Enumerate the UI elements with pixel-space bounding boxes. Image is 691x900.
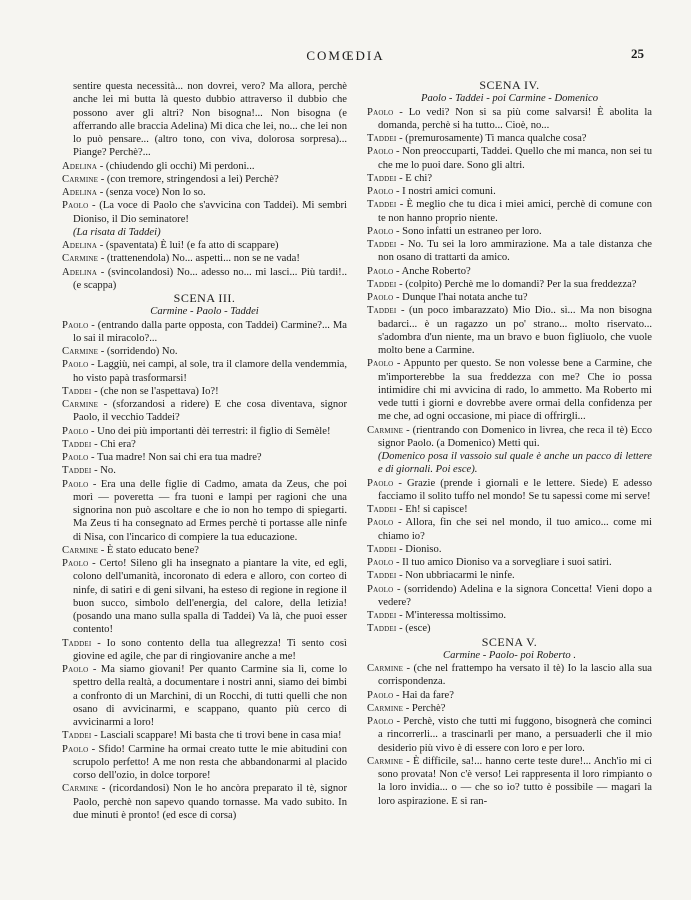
- dialogue-line: [367, 583, 652, 610]
- dialogue-line: [62, 438, 347, 451]
- speaker: Taddei: [367, 504, 397, 515]
- line-text: - Hai da fare?: [393, 689, 454, 701]
- dialogue-line: [367, 278, 652, 291]
- right-column: [367, 80, 652, 808]
- speaker: Taddei: [367, 172, 397, 184]
- dialogue-line: [367, 556, 652, 569]
- dialogue-line: [367, 569, 652, 582]
- dialogue-line: [367, 702, 652, 715]
- line-text: - Grazie (prende i giornali e le lettere. Siede) E adesso facciamo il solito tuffo nel mondo! Se tu sapessi come mi serve!: [378, 477, 652, 502]
- line-text: - M'interessa moltissimo.: [396, 610, 507, 621]
- line-text: - Laggiù, nei campi, al sole, tra il clamore della vendemmia, ho visto papà trasformarsi!: [73, 359, 347, 384]
- speaker: Paolo: [62, 319, 89, 331]
- line-text: - Lasciali scappare! Mi basta che ti trovi bene in casa mia!: [91, 730, 342, 742]
- scene-heading: SCENA V.: [481, 634, 538, 649]
- speaker: Paolo: [62, 425, 89, 437]
- line-text: - Perchè?: [403, 702, 446, 714]
- dialogue-line: [367, 145, 652, 172]
- speaker: Taddei: [367, 278, 397, 290]
- speaker: Taddei: [367, 305, 397, 317]
- dialogue-line: [62, 464, 347, 477]
- line-text: - Dunque l'hai notata anche tu?: [393, 292, 528, 303]
- dialogue-line: [367, 477, 652, 504]
- speaker: Paolo: [367, 292, 394, 303]
- line-text: - (sforzandosi a ridere) E che cosa diventava, signor Paolo, il vecchio Taddei?: [73, 399, 347, 424]
- line-text: - Lo vedi? Non si sa più come salvarsi! È abolita la domanda, perchè si ha tutto... Cioè, no...: [378, 106, 652, 131]
- speaker: Paolo: [367, 716, 394, 727]
- speaker: Taddei: [367, 610, 397, 621]
- dialogue-line: [367, 198, 652, 225]
- dialogue-line: [62, 186, 347, 199]
- line-text: - È meglio che tu dica i miei amici, perchè di comune con te non hanno proprio niente.: [378, 199, 652, 224]
- speaker: Carmine: [367, 663, 404, 674]
- speaker: Paolo: [367, 583, 394, 595]
- dialogue-line: [62, 451, 347, 464]
- line-text: - Ma siamo giovani! Per quanto Carmine sia lì, come lo spettro della realtà, a documentare i nostri anni, siamo dei bimbi a confronto di un Marchini, di un Rocchi, di tutti quelli che non osano di avvicinarmi, e scappano, quanto più cerco di avvicinarmi a loro!: [73, 664, 347, 728]
- speaker: Paolo: [367, 689, 394, 701]
- speaker: Adelina: [62, 240, 98, 251]
- speaker: Paolo: [367, 186, 394, 197]
- speaker: Carmine: [367, 424, 404, 436]
- speaker: Paolo: [62, 478, 89, 490]
- dialogue-line: [62, 425, 347, 438]
- page-number: 25: [631, 46, 644, 61]
- line-text: - I nostri amici comuni.: [393, 186, 496, 197]
- speaker: Paolo: [367, 477, 394, 489]
- line-text: - Appunto per questo. Se non volesse bene a Carmine, che m'importerebbe la sua freddezza con me? Che io possa intimidire chi mi avvicina di rado, lo ammetto. Ma Roberto mi vede tutti i giorni e dovrebbe avere ormai della confidenza per me che, ad ogni occasione, mi piace di offrirgli...: [378, 358, 652, 423]
- line-text: - (trattenendola) No... aspetti... non se ne vada!: [98, 253, 300, 265]
- line-text: - (un poco imbarazzato) Mio Dio.. sì... Ma non bisogna badarci... è un ragazzo un po' strano... molto riservato... s'adombra d'un niente, ma un bravo e buon figliuolo, che vuole molto bene a Carmine.: [378, 305, 652, 356]
- dialogue-line: [62, 345, 347, 358]
- dialogue-line: [62, 319, 347, 346]
- line-text: - No.: [91, 465, 116, 477]
- dialogue-line: [367, 662, 652, 689]
- speaker: Taddei: [62, 730, 92, 742]
- line-text: - (svincolandosi) No... adesso no... mi lasci... Più tardi!.. (e scappa): [73, 266, 347, 291]
- line-text: - Io sono contento della tua allegrezza! Ti sento così giovine ed agile, che par di ringiovanire anche a me!: [73, 637, 347, 662]
- dialogue-line: [62, 478, 347, 544]
- dialogue-line: [367, 609, 652, 622]
- line-text: - Non ubbriacarmi le ninfe.: [396, 570, 515, 582]
- line-text: - Tua madre! Non sai chi era tua madre?: [88, 452, 262, 463]
- left-column: [62, 80, 347, 822]
- line-text: - (senza voce) Non lo so.: [97, 187, 206, 198]
- speaker: Carmine: [62, 399, 99, 410]
- line-text: - (La voce di Paolo che s'avvicina con Taddei). Mi sembri Dioniso, il Dio seminatore!: [73, 200, 347, 225]
- line-text: - (che nel frattempo ha versato il tè) Io la lascio alla sua corrispondenza.: [378, 663, 652, 688]
- speaker: Paolo: [367, 225, 394, 237]
- speaker: Paolo: [62, 452, 89, 463]
- dialogue-line: [367, 715, 652, 755]
- running-header: COMŒDIA: [306, 48, 385, 63]
- speaker: Paolo: [367, 106, 394, 118]
- line-text: - Era una delle figlie di Cadmo, amata da Zeus, che poi morì — poveretta — fra tuoni e lampi per ragioni che una signorina non può ascoltare e che io non ho tempo di spiegarti. Ma Zeus ti ha consegnato ad Ermes perchè ti portasse alle ninfe di Nisa, con l'incarico di compiere la tua educazione.: [73, 478, 347, 543]
- line-text: - Non preoccuparti, Taddei. Quello che mi manca, non sei tu che me lo puoi dare. Sono gli altri.: [378, 146, 652, 171]
- scene-heading: SCENA IV.: [479, 78, 540, 92]
- dialogue-line: [367, 755, 652, 808]
- speaker: Carmine: [62, 253, 99, 265]
- speaker: Taddei: [62, 637, 92, 649]
- speaker: Adelina: [62, 160, 98, 172]
- speaker: Taddei: [367, 623, 397, 635]
- line-text: - (spaventata) È lui! (e fa atto di scappare): [97, 240, 279, 251]
- dialogue-line: [62, 385, 347, 398]
- stage-direction: [62, 226, 347, 239]
- dialogue-line: [62, 557, 347, 637]
- dialogue-line: [62, 743, 347, 783]
- speaker: Paolo: [62, 359, 89, 371]
- line-text: - (colpito) Perchè me lo domandi? Per la sua freddezza?: [396, 278, 637, 290]
- speaker: Taddei: [367, 133, 397, 144]
- speaker: Taddei: [367, 199, 397, 211]
- line-text: - No. Tu sei la loro ammirazione. Ma a tale distanza che non osano di trattarti da amico.: [378, 239, 652, 264]
- speaker: Adelina: [62, 266, 98, 278]
- line-text: - (sorridendo) No.: [98, 346, 178, 357]
- stage-text: (La risata di Taddei): [73, 226, 161, 238]
- line-text: - Il tuo amico Dioniso va a sorvegliare i suoi satiri.: [393, 557, 612, 568]
- line-text: - (rientrando con Domenico in livrea, che reca il tè) Ecco signor Paolo. (a Domenico) Metti qui.: [378, 424, 652, 449]
- line-text: - (esce): [396, 623, 431, 635]
- speaker: Carmine: [62, 346, 99, 357]
- dialogue-line: [367, 172, 652, 185]
- dialogue-line: [367, 516, 652, 543]
- speaker: Paolo: [62, 200, 89, 212]
- line-text: - (chiudendo gli occhi) Mi perdoni...: [97, 160, 255, 172]
- line-text: - (entrando dalla parte opposta, con Taddei) Carmine?... Ma lo sai il miracolo?...: [73, 319, 347, 344]
- speaker: Paolo: [367, 557, 394, 568]
- dialogue-line: [367, 503, 652, 516]
- speaker: Carmine: [367, 702, 404, 714]
- stage-direction: [367, 450, 652, 477]
- speaker: Paolo: [62, 743, 89, 755]
- speaker: Paolo: [367, 265, 394, 277]
- dialogue-line: [367, 106, 652, 133]
- dialogue-line: [62, 358, 347, 385]
- speaker: Carmine: [367, 755, 404, 767]
- line-text: - Anche Roberto?: [393, 265, 471, 277]
- dialogue-line: [62, 663, 347, 729]
- dialogue-line: [62, 782, 347, 822]
- stage-text: (Domenico posa il vassoio sul quale è anche un pacco di lettere e di giornali. Poi esce).: [378, 451, 652, 476]
- line-text: - Perchè, visto che tutti mi fuggono, bisognerà che cominci a rincorrerli... a trascinarli per mano, a persuaderli che il mio desiderio più vivo è di essere con loro e per loro.: [378, 716, 652, 754]
- dialogue-line: [367, 225, 652, 238]
- dialogue-line: [367, 132, 652, 145]
- speaker: Carmine: [62, 173, 99, 185]
- speaker: Paolo: [62, 558, 89, 569]
- line-text: - Allora, fin che sei nel mondo, il tuo amico... come mi chiamo io?: [378, 517, 652, 542]
- speaker: Taddei: [367, 570, 397, 582]
- speaker: Paolo: [367, 358, 394, 370]
- line-text: - Certo! Sileno gli ha insegnato a piantare la vite, ed egli, colono dell'umanità, incoronato di edera e alloro, con corteo di ninfe, di satiri e di geni silvani, ha esteso di regione in regione il buon succo, simbolo dell'energia, del calore, della letizia! (posando una mano sulla spalla di Taddei) Va là, che puoi esser contento!: [73, 558, 347, 636]
- dialogue-line: [62, 729, 347, 742]
- line-text: - Uno dei più importanti dèi terrestri: il figlio di Semèle!: [88, 425, 331, 437]
- dialogue-line: [367, 357, 652, 423]
- speaker: Taddei: [367, 543, 397, 555]
- speaker: Taddei: [62, 438, 92, 450]
- dialogue-line: [62, 173, 347, 186]
- speaker: Taddei: [367, 239, 397, 250]
- line-text: - È stato educato bene?: [98, 544, 199, 556]
- dialogue-line: [62, 544, 347, 557]
- speaker: Paolo: [367, 146, 394, 158]
- dialogue-line: [367, 291, 652, 304]
- scene-characters: Carmine - Paolo- poi Roberto .: [443, 649, 576, 661]
- line-text: - (premurosamente) Ti manca qualche cosa?: [396, 133, 587, 144]
- speaker: Carmine: [62, 544, 99, 556]
- speaker: Taddei: [62, 385, 92, 397]
- speaker: Carmine: [62, 783, 99, 795]
- paragraph: sentire questa necessità... non dovrei, vero? Ma allora, perchè anche lei mi butta là questo dubbio attraverso il dubbio che possono aver gli altri? Non bisogna!... Non bisogna (e afferrando alle braccia Adelina) Mi dica che lei, no... che lei non lo può pensare... (altro tono, con viva, dolorosa sorpresa)... Piange? Perchè?...: [73, 81, 347, 159]
- dialogue-line: [62, 637, 347, 664]
- dialogue-line: [62, 266, 347, 293]
- line-text: - È difficile, sa!... hanno certe teste dure!... Anch'io mi ci sono provata! Non c'è verso! Lei rappresenta il loro rimpianto o la loro invidia... o — che so io? tutto è possibile — magari la loro aspirazione. E si ran-: [378, 755, 652, 807]
- line-text: - (sorridendo) Adelina e la signora Concetta! Vieni dopo a vedere?: [378, 583, 652, 608]
- dialogue-line: [367, 185, 652, 198]
- scene-heading: SCENA III.: [173, 291, 236, 305]
- dialogue-line: [367, 543, 652, 556]
- dialogue-line: [367, 689, 652, 702]
- dialogue-line: [367, 304, 652, 357]
- dialogue-line: [62, 160, 347, 173]
- line-text: - (che non se l'aspettava) Io?!: [91, 385, 219, 397]
- dialogue-line: [62, 398, 347, 425]
- scene-characters: Carmine - Paolo - Taddei: [150, 306, 259, 318]
- line-text: - Chi era?: [91, 438, 136, 450]
- speaker: Paolo: [367, 517, 394, 529]
- line-text: - Sfido! Carmine ha ormai creato tutte le mie abitudini con scrupolo perfetto! A me non resta che abbandonarmi al placido corso dell'ozio, in dolce torpore!: [73, 743, 347, 781]
- line-text: - (ricordandosi) Non le ho ancòra preparato il tè, signor Paolo, perchè non sapevo quando tornasse. Ma vado subito. In due minuti è pronto! (ed esce di corsa): [73, 783, 347, 821]
- dialogue-line: [62, 199, 347, 226]
- speaker: Paolo: [62, 664, 89, 675]
- dialogue-line: [367, 238, 652, 265]
- line-text: - Sono infatti un estraneo per loro.: [393, 225, 542, 237]
- dialogue-line: [367, 622, 652, 635]
- dialogue-line: [367, 424, 652, 451]
- speaker: Adelina: [62, 187, 98, 198]
- dialogue-line: [62, 252, 347, 265]
- dialogue-line: [367, 265, 652, 278]
- line-text: - E chi?: [396, 172, 433, 184]
- line-text: - (con tremore, stringendosi a lei) Perchè?: [98, 173, 279, 185]
- speaker: Taddei: [62, 465, 92, 477]
- scene-characters: Paolo - Taddei - poi Carmine - Domenico: [420, 93, 599, 105]
- line-text: - Dioniso.: [396, 543, 442, 555]
- line-text: - Eh! si capisce!: [396, 504, 468, 515]
- dialogue-line: [62, 239, 347, 252]
